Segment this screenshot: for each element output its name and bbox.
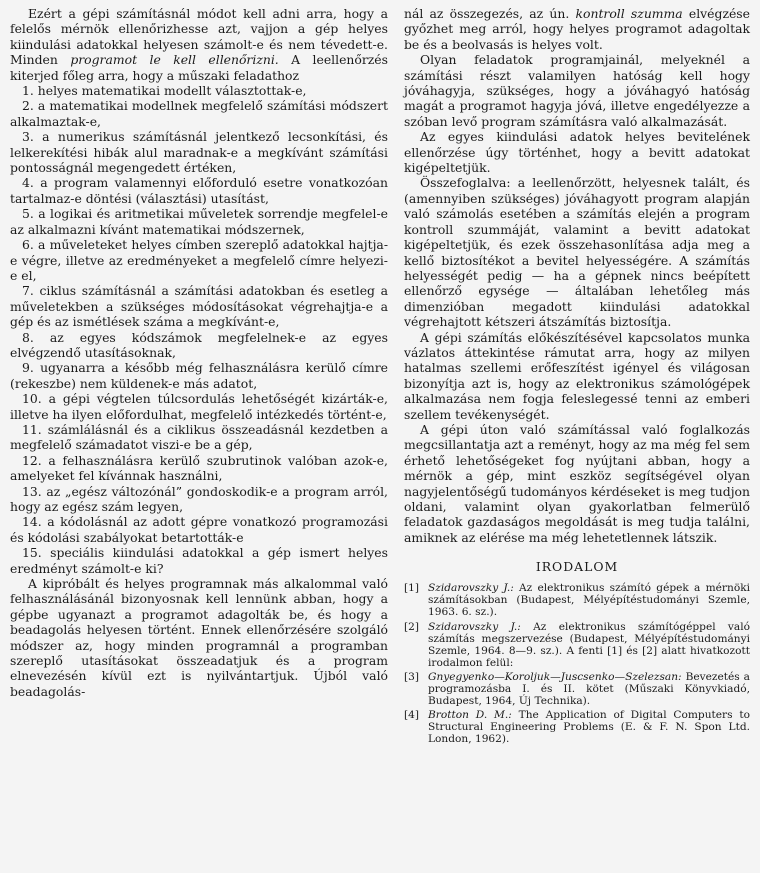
list-item: 4. a program valamennyi előforduló esetre vonatkozóan tartalmaz-e döntési (választási) utasítást,	[10, 175, 388, 206]
list-item: 15. speciális kiindulási adatokkal a gép ismert helyes eredményt számolt-e ki?	[10, 545, 388, 576]
text-run: A kipróbált és helyes programnak más alkalommal való felhasználásánál bizonyosnak kell lennünk abban, hogy a gépbe ugyanazt a programot adagolták be, és hogy a beadagolás helyesen történt. Ennek ellenőrzésére szolgáló módszer az, hogy minden programnál a programban szereplő utasításokat összeadatjuk és a program elnevezésén kívül ezt is nyilvántartjuk. Újból való beadagolás-	[10, 576, 388, 699]
reference-number: [3]	[404, 670, 420, 683]
list-item: 13. az „egész változónál” gondoskodik-e a program arról, hogy az egész szám legyen,	[10, 483, 388, 514]
reference-author: Gnyegyenko—Koroljuk—Juscsenko—Szelezsan:	[428, 670, 682, 683]
emphasized-text: kontroll szumma	[575, 6, 683, 21]
list-item: 7. ciklus számításnál a számítási adatokban és esetleg a műveletekben a szükséges módosításokat végrehajtja-e a gép és az ismétlések száma a megkívánt-e,	[10, 283, 388, 330]
paragraph	[404, 6, 750, 52]
paragraph	[404, 422, 750, 545]
text-run: elvégzése győzhet meg arról, hogy helyes programot adagoltak be és a beolvasás is helyes volt.	[404, 6, 750, 52]
left-column	[10, 6, 388, 873]
reference-title: Az elektronikus számító gépek a mérnöki számításokban (Budapest, Mélyépítéstudományi Szemle, 1963. 6. sz.).	[428, 582, 751, 619]
list-item: 12. a felhasználásra kerülő szubrutinok valóban azok-e, amelyeket fel kívánnak használni,	[10, 452, 388, 484]
paragraph	[10, 6, 388, 83]
reference-text	[428, 671, 750, 707]
list-item: 10. a gépi végtelen túlcsordulás lehetőségét kizárták-e, illetve ha ilyen előfordulhat, megfelelő intézkedés történt-e,	[10, 391, 388, 422]
paragraph	[404, 129, 750, 175]
reference-title: Bevezetés a programozásba I. és II. kötet (Műszaki Könyvkiadó, Budapest, 1964, Új Technika).	[428, 670, 750, 708]
text-run: Az egyes kiindulási adatok helyes bevitelének ellenőrzése úgy történhet, hogy a bevitt adatokat kigépeltetjük.	[404, 129, 750, 176]
text-run: A gépi úton való számítással való foglalkozás megcsillantatja azt a reményt, hogy az ma még fel sem érhető lehetőségeket fog nyújtani abban, hogy a mérnök a gép, mint eszköz segítségével olyan nagyjelentőségű tudományos kérdéseket is meg tudjon oldani, valamint olyan gyakorlatban felmerülő feladatok gazdaságos megoldását is meg tudja találni, amiknek az elérése ma még lehetetlennek látszik.	[404, 421, 750, 545]
list-item: 8. az egyes kódszámok megfelelnek-e az egyes elvégzendő utasításoknak,	[10, 329, 388, 360]
reference-item	[404, 671, 750, 707]
reference-item	[404, 709, 750, 745]
paragraph	[404, 330, 750, 422]
text-run: A gépi számítás előkészítésével kapcsolatos munka vázlatos áttekintése rámutat arra, hogy az milyen hatalmas szellemi erőfeszítést igényel és világosan bizonyítja azt is, hogy az elektronikus számológépek alkalmazása nem fogja feleslegessé tenni az emberi szellem tevékenységét.	[404, 329, 750, 422]
paragraph	[404, 175, 750, 329]
reference-number: [2]	[404, 620, 420, 633]
right-column-body	[404, 6, 750, 545]
reference-number: [1]	[404, 582, 420, 595]
reference-title: Az elektronikus számítógéppel való számítás megszervezése (Budapest, Mélyépítéstudományi Szemle, 1964. 8—9. sz.). A fenti [1] és [2] alatt hivatkozott irodalmon felül:	[428, 620, 750, 669]
reference-author: Szidarovszky J.:	[428, 582, 514, 595]
list-item: 3. a numerikus számításnál jelentkező lecsonkítási, és lelkerekítési hibák alul maradnak-e a megkívánt számítási pontosságnál megengedett értéken,	[10, 129, 388, 176]
reference-author: Brotton D. M.:	[428, 709, 512, 722]
right-column	[404, 6, 750, 873]
list-item: 2. a matematikai modellnek megfelelő számítási módszert alkalmaztak-e,	[10, 98, 388, 129]
text-run: Olyan feladatok programjainál, melyeknél a számítási részt valamilyen hatóság kell hogy jóváhagyja, szükséges, hogy a jóváhagyó hatóság magát a programot hagyja jóvá, illetve engedélyezze a szóban levő program számításra való alkalmazását.	[404, 52, 750, 129]
list-item: 14. a kódolásnál az adott gépre vonatkozó programozási és kódolási szabályokat betartották-e	[10, 514, 388, 545]
text-run: Összefoglalva: a leellenőrzött, helyesnek talált, és (amennyiben szükséges) jóváhagyott program alapján való számolás esetében a számítás elején a program kontroll szummáját, valamint a bevitt adatokat kigépeltetjük, és ezek összehasonlítása adja meg a kellő biztosítékot a bevitel helyességére. A számítás helyességét pedig — ha a gépnek nincs beépített ellenőrző egysége — általában lehetőleg más dimenzióban megadott kiindulási adatokkal végrehajtott kétszeri átszámítás biztosítja.	[404, 175, 750, 330]
references-heading: IRODALOM	[535, 559, 619, 575]
reference-item	[404, 582, 750, 618]
text-run: Ezért a gépi számításnál módot kell adni arra, hogy a felelős mérnök ellenőrizhesse azt, vajjon a gép helyes kiindulási adatokkal helyesen számolt-e és nem tévedett-e. Minden	[10, 6, 388, 68]
list-item: 9. ugyanarra a később még felhasználásra kerülő címre (rekeszbe) nem küldenek-e más adatot,	[10, 360, 388, 391]
reference-author: Szidarovszky J.:	[428, 620, 521, 633]
reference-item	[404, 621, 750, 669]
text-run: A leellenőrzés kiterjed főleg arra, hogy a műszaki feladathoz	[10, 52, 389, 83]
reference-text	[428, 582, 750, 618]
list-item: 11. számlálásnál és a ciklikus összeadásnál kezdetben a megfelelő számadatot viszi-e be a gép,	[10, 421, 388, 453]
reference-number: [4]	[404, 709, 420, 722]
list-item: 5. a logikai és aritmetikai műveletek sorrendje megfelel-e az alkalmazni kívánt matematikai módszernek,	[10, 206, 388, 237]
text-run: nál az összegezés, az ún.	[404, 6, 576, 21]
list-item: 6. a műveleteket helyes címben szereplő adatokkal hajtja-e végre, illetve az eredményeket a megfelelő címre helyezi-e el,	[10, 237, 388, 283]
references-list	[404, 582, 750, 745]
reference-text	[428, 709, 750, 745]
list-item: 1. helyes matematikai modellt választottak-e,	[22, 83, 307, 99]
reference-text	[428, 621, 750, 669]
paragraph	[404, 52, 750, 129]
emphasized-text: programot le kell ellenőrizni.	[70, 52, 279, 68]
reference-title: The Application of Digital Computers to Structural Engineering Problems (E. & F. N. Spon Ltd. London, 1962).	[428, 709, 750, 746]
paragraph	[10, 576, 388, 699]
